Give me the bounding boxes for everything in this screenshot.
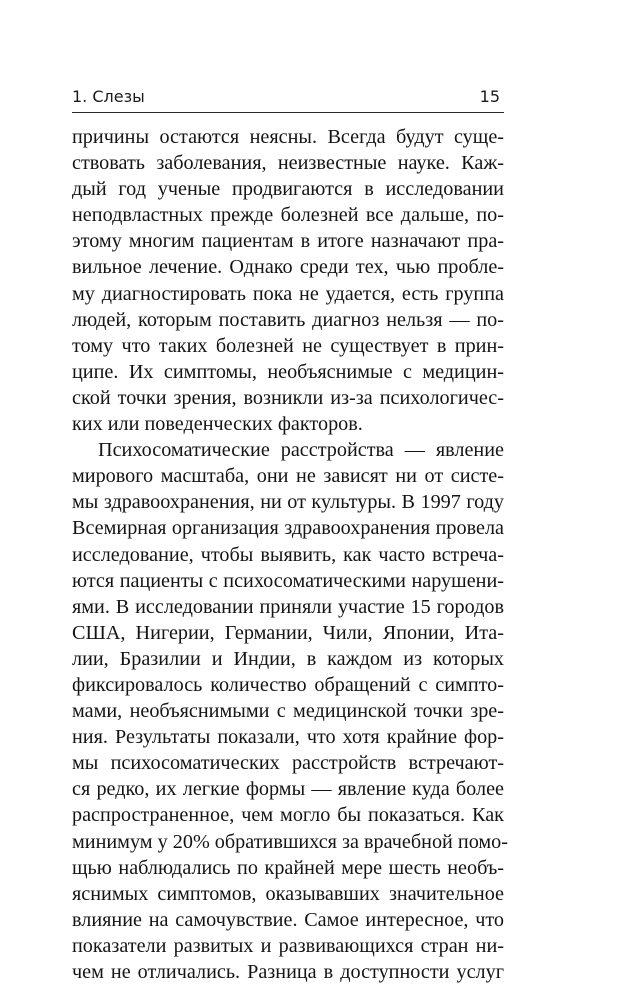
text-line: Всемирная организация здравоохранения провела xyxy=(72,517,504,540)
text-line: тому что таких болезней не существует в прин- xyxy=(72,334,504,357)
text-line: причины остаются неясны. Всегда будут суще- xyxy=(72,126,504,148)
text-line: ния. Результаты показали, что хотя крайние фор- xyxy=(72,726,504,749)
header-rule xyxy=(72,112,504,113)
text-line: ципе. Их симптомы, необъяснимые с медицин- xyxy=(72,360,504,383)
text-line: ями. В исследовании приняли участие 15 городов xyxy=(72,595,504,618)
text-line: исследование, чтобы выявить, как часто встреча- xyxy=(72,543,504,566)
paragraph-1 xyxy=(72,124,504,437)
text-line: этому многим пациентам в итоге назначают пра- xyxy=(72,230,504,253)
text-line: ких или поведенческих факторов. xyxy=(72,413,363,436)
paragraph-2 xyxy=(72,437,509,985)
text-line: мирового масштаба, они не зависят ни от систе- xyxy=(72,465,504,488)
text-line: щью наблюдались по крайней мере шесть необъ- xyxy=(72,856,504,879)
text-line: мы здравоохранения, ни от культуры. В 1997 году xyxy=(72,491,504,514)
text-line: фиксировалось количество обращений с симпто- xyxy=(72,673,504,696)
text-line: влияние на самочувствие. Самое интересное, что xyxy=(72,908,504,931)
chapter-title: 1. Слезы xyxy=(72,87,145,106)
text-line: Психосоматические расстройства — явление xyxy=(98,439,504,462)
text-line: лии, Бразилии и Индии, в каждом из которых xyxy=(72,647,504,670)
text-line: ся редко, их легкие формы — явление куда более xyxy=(72,778,504,801)
text-line: му диагностировать пока не удается, есть группа xyxy=(72,282,504,305)
text-line: ствовать заболевания, неизвестные науке. Каж- xyxy=(72,152,504,175)
text-line: показатели развитых и развивающихся стран ни- xyxy=(72,934,504,957)
body-text xyxy=(72,124,509,985)
text-line: дый год ученые продвигаются в исследовании xyxy=(72,178,504,201)
text-line: неподвластных прежде болезней все дальше, по- xyxy=(72,204,504,227)
page-number: 15 xyxy=(479,87,500,106)
text-line: мы психосоматических расстройств встречают- xyxy=(72,752,504,775)
text-line: мами, необъяснимыми с медицинской точки зре- xyxy=(72,700,504,723)
text-line: людей, которым поставить диагноз нельзя — по- xyxy=(72,308,504,331)
text-line: вильное лечение. Однако среди тех, чью пробле- xyxy=(72,256,504,279)
text-line: США, Нигерии, Германии, Чили, Японии, Ита- xyxy=(72,621,504,644)
text-line: распространенное, чем могло бы показаться. Как xyxy=(72,804,504,827)
text-line: ются пациенты с психосоматическими нарушени- xyxy=(72,569,504,592)
running-header xyxy=(72,87,504,111)
text-line: минимум у 20% обратившихся за врачебной помо- xyxy=(72,830,509,853)
text-line: яснимых симптомов, оказывавших значительное xyxy=(72,882,504,905)
text-line: ской точки зрения, возникли из-за психологичес- xyxy=(72,386,504,409)
text-line: чем не отличались. Разница в доступности услуг xyxy=(72,961,504,983)
